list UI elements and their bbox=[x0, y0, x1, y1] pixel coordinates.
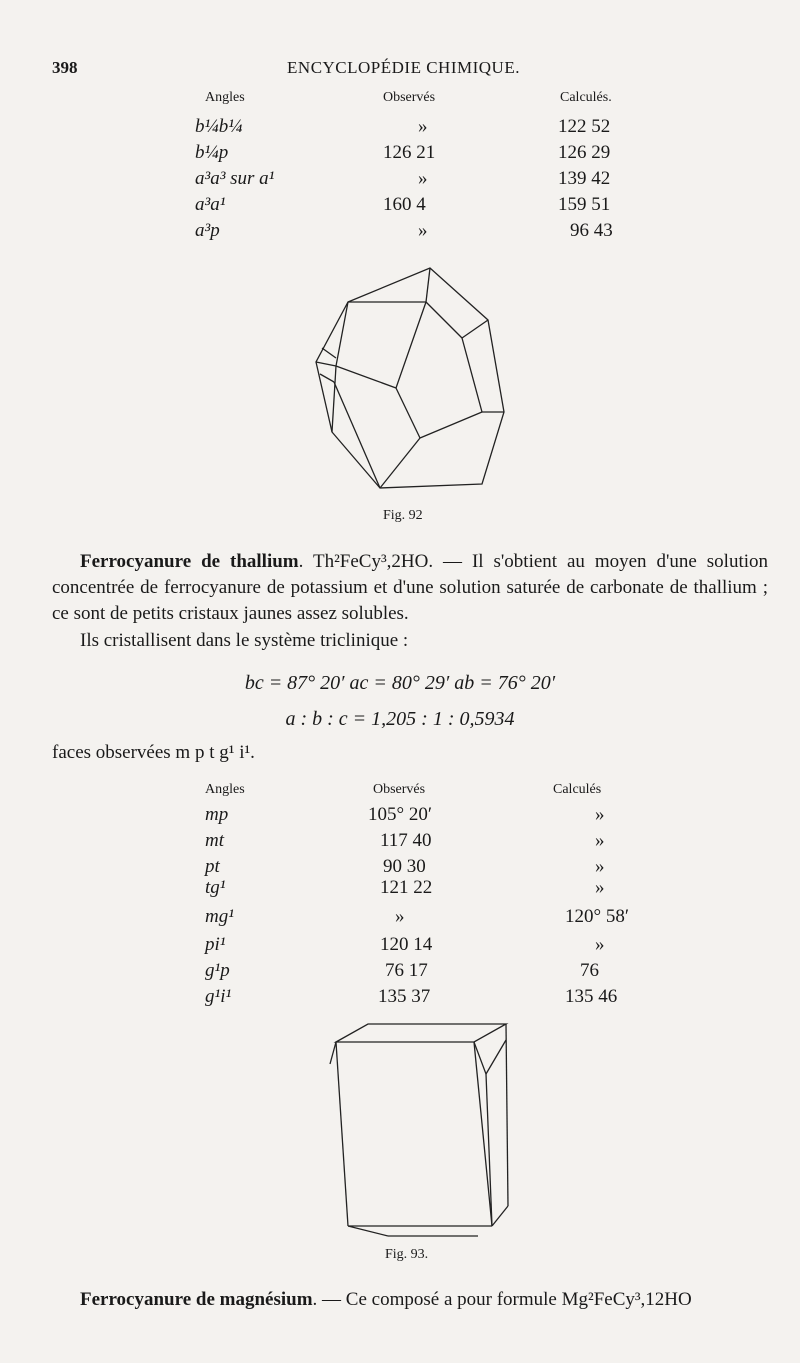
header-calculated: Calculés. bbox=[560, 90, 612, 105]
figure-92-caption: Fig. 92 bbox=[383, 508, 423, 523]
table-row bbox=[0, 804, 800, 828]
faces-observed-line: faces observées m p t g¹ i¹. bbox=[52, 742, 255, 763]
observed-cell: » bbox=[418, 116, 428, 137]
observed-cell: 135 37 bbox=[378, 986, 431, 1007]
table-row bbox=[0, 934, 800, 958]
calculated-cell: » bbox=[595, 934, 605, 955]
angle-cell: a³p bbox=[195, 220, 220, 241]
compound-name-thallium: Ferrocyanure de thallium bbox=[80, 551, 299, 572]
header-angles: Angles bbox=[205, 782, 245, 797]
calculated-cell: 122 52 bbox=[558, 116, 611, 137]
table-row bbox=[0, 220, 800, 244]
axis-ratio-formula: a : b : c = 1,205 : 1 : 0,5934 bbox=[285, 708, 515, 730]
observed-cell: » bbox=[418, 168, 428, 189]
angle-cell: g¹p bbox=[205, 960, 230, 981]
table-row bbox=[0, 906, 800, 930]
calculated-cell: 135 46 bbox=[565, 986, 618, 1007]
header-angles: Angles bbox=[205, 90, 245, 105]
table-header bbox=[0, 782, 800, 806]
observed-cell: 121 22 bbox=[380, 877, 433, 898]
paragraph-magnesium-text: . — Ce composé a pour formule Mg²FeCy³,12HO bbox=[312, 1289, 692, 1310]
table-row bbox=[0, 877, 800, 901]
table-row bbox=[0, 986, 800, 1010]
paragraph-triclinic bbox=[52, 628, 768, 654]
header-observed: Observés bbox=[373, 782, 426, 797]
angle-cell: mg¹ bbox=[205, 906, 234, 927]
calculated-cell: 120° 58′ bbox=[565, 906, 630, 927]
compound-name-magnesium: Ferrocyanure de magnésium bbox=[80, 1289, 313, 1310]
table-row bbox=[0, 830, 800, 854]
table-row bbox=[0, 168, 800, 192]
calculated-cell: 159 51 bbox=[558, 194, 611, 215]
paragraph-thallium bbox=[52, 549, 768, 627]
page-number: 398 bbox=[52, 58, 78, 77]
header-observed: Observés bbox=[383, 90, 436, 105]
table-row bbox=[0, 194, 800, 218]
crystal-figure-93 bbox=[328, 1020, 513, 1240]
triclinic-text: Ils cristallisent dans le système triclinique : bbox=[80, 630, 409, 651]
angle-cell: a³a³ sur a¹ bbox=[195, 168, 275, 189]
calculated-cell: 139 42 bbox=[558, 168, 611, 189]
angle-cell: b¼p bbox=[195, 142, 229, 163]
paragraph-magnesium bbox=[52, 1287, 768, 1313]
page-header bbox=[52, 58, 755, 82]
angle-cell: pt bbox=[205, 856, 220, 877]
observed-cell: » bbox=[395, 906, 405, 927]
calculated-cell: 126 29 bbox=[558, 142, 611, 163]
angle-cell: a³a¹ bbox=[195, 194, 226, 215]
figure-93-caption: Fig. 93. bbox=[385, 1247, 429, 1262]
angle-cell: pi¹ bbox=[205, 934, 226, 955]
angles-formula: bc = 87° 20′ ac = 80° 29′ ab = 76° 20′ bbox=[244, 672, 556, 694]
observed-cell: 76 17 bbox=[385, 960, 428, 981]
table-row bbox=[0, 960, 800, 984]
angle-cell: b¼b¼ bbox=[195, 116, 243, 137]
paragraph-thallium-text: . Th²FeCy³,2HO. — Il s'obtient au moyen d'une solution concentrée de ferrocyanure de potassium et d'une solution saturée de carbonate de thallium ; ce sont de petits cristaux jaunes assez solubles. bbox=[52, 551, 768, 624]
observed-cell: 160 4 bbox=[383, 194, 426, 215]
angle-cell: g¹i¹ bbox=[205, 986, 232, 1007]
observed-cell: 90 30 bbox=[383, 856, 426, 877]
angle-cell: tg¹ bbox=[205, 877, 226, 898]
table-row bbox=[0, 142, 800, 166]
calculated-cell: » bbox=[595, 804, 605, 825]
crystal-figure-92 bbox=[310, 262, 520, 502]
observed-cell: » bbox=[418, 220, 428, 241]
observed-cell: 105° 20′ bbox=[368, 804, 433, 825]
calculated-cell: 76 bbox=[580, 960, 599, 981]
observed-cell: 120 14 bbox=[380, 934, 433, 955]
calculated-cell: » bbox=[595, 830, 605, 851]
calculated-cell: » bbox=[595, 856, 605, 877]
angle-cell: mt bbox=[205, 830, 224, 851]
calculated-cell: » bbox=[595, 877, 605, 898]
table-header bbox=[0, 90, 800, 114]
observed-cell: 126 21 bbox=[383, 142, 436, 163]
header-calculated: Calculés bbox=[553, 782, 602, 797]
observed-cell: 117 40 bbox=[380, 830, 432, 851]
running-title: ENCYCLOPÉDIE CHIMIQUE. bbox=[287, 58, 520, 77]
table-row bbox=[0, 116, 800, 140]
angle-cell: mp bbox=[205, 804, 229, 825]
calculated-cell: 96 43 bbox=[570, 220, 613, 241]
